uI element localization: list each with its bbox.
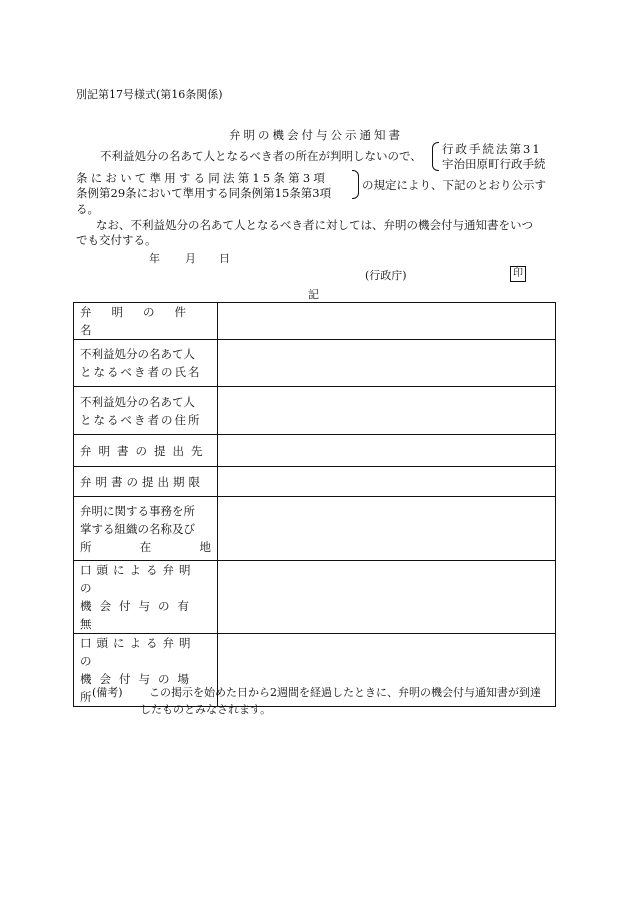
label-line: 不利益処分の名あて人 xyxy=(80,347,195,361)
bracket-bottom-line1: 条において準用する同法第15条第3項 xyxy=(76,171,329,185)
table-row xyxy=(74,561,556,634)
row-label xyxy=(74,467,218,497)
row-label xyxy=(74,435,218,467)
row-label xyxy=(74,497,218,561)
table-row xyxy=(74,303,556,340)
row-value[interactable] xyxy=(218,387,556,435)
label-line: 不利益処分の名あて人 xyxy=(80,394,195,409)
form-reference: 別記第17号様式(第16条関係) xyxy=(76,88,223,101)
ki-heading: 記 xyxy=(308,288,319,301)
label-char: 所 xyxy=(80,539,92,554)
label-line: 掌する組織の名称及び xyxy=(80,521,195,536)
label-line: となるべき者の氏名 xyxy=(80,365,202,379)
label-spaced: 弁明の件名 xyxy=(80,305,206,337)
note-line1: この掲示を始めた日から2週間を経過したときに、弁明の機会付与通知書が到達 xyxy=(149,686,541,699)
table-row xyxy=(74,467,556,497)
label-line: 機会付与の場所 xyxy=(80,672,197,704)
label-char: 地 xyxy=(199,539,211,554)
bracket-bottom-line2: 条例第29条において準用する同条例第15条第3項 xyxy=(76,186,332,200)
table-row xyxy=(74,435,556,467)
page-title: 弁明の機会付与公示通知書 xyxy=(229,128,403,142)
label-line: 機会付与の有無 xyxy=(80,599,197,631)
row-label xyxy=(74,340,218,387)
bracket-right xyxy=(352,170,359,199)
date-day: 日 xyxy=(219,252,230,265)
label-char: 在 xyxy=(139,539,152,554)
label-line: 弁明書の提出期限 xyxy=(80,474,204,489)
table-row xyxy=(74,497,556,561)
paragraph2-line1: なお、不利益処分の名あて人となるべき者に対しては、弁明の機会付与通知書をいつ xyxy=(96,218,533,232)
paragraph2-line2: でも交付する。 xyxy=(76,233,157,247)
label-line: 弁明に関する事務を所 xyxy=(80,503,195,518)
label-line: となるべき者の住所 xyxy=(80,412,202,427)
body-line1: 不利益処分の名あて人となるべき者の所在が判明しないので、 xyxy=(100,149,422,163)
note-label: (備考) xyxy=(92,686,123,699)
row-value[interactable] xyxy=(218,497,556,561)
body-line3: る。 xyxy=(76,202,99,216)
row-value[interactable] xyxy=(218,561,556,634)
label-line: 口頭による弁明の xyxy=(80,636,196,668)
note-line2: したものとみなされます。 xyxy=(140,703,272,716)
label-line xyxy=(80,538,211,556)
row-value[interactable] xyxy=(218,467,556,497)
row-value[interactable] xyxy=(218,340,556,387)
row-value[interactable] xyxy=(218,303,556,340)
row-label xyxy=(74,561,218,634)
issuer-agency: (行政庁) xyxy=(365,269,407,282)
body-line2-tail: の規定により、下記のとおり公示す xyxy=(362,178,546,192)
row-value[interactable] xyxy=(218,435,556,467)
date-month: 月 xyxy=(185,252,196,265)
label-line: 弁明書の提出先 xyxy=(80,443,210,458)
date-year: 年 xyxy=(149,252,160,265)
details-table xyxy=(73,302,556,707)
table-row xyxy=(74,387,556,435)
row-label xyxy=(74,303,218,340)
seal-mark: 印 xyxy=(510,266,526,282)
row-label xyxy=(74,387,218,435)
label-line: 口頭による弁明の xyxy=(80,563,196,595)
bracket-left xyxy=(432,142,439,171)
bracket-top-line1: 行政手続法第31 xyxy=(442,142,542,156)
table-row xyxy=(74,340,556,387)
bracket-top-line2: 宇治田原町行政手続 xyxy=(442,157,546,171)
